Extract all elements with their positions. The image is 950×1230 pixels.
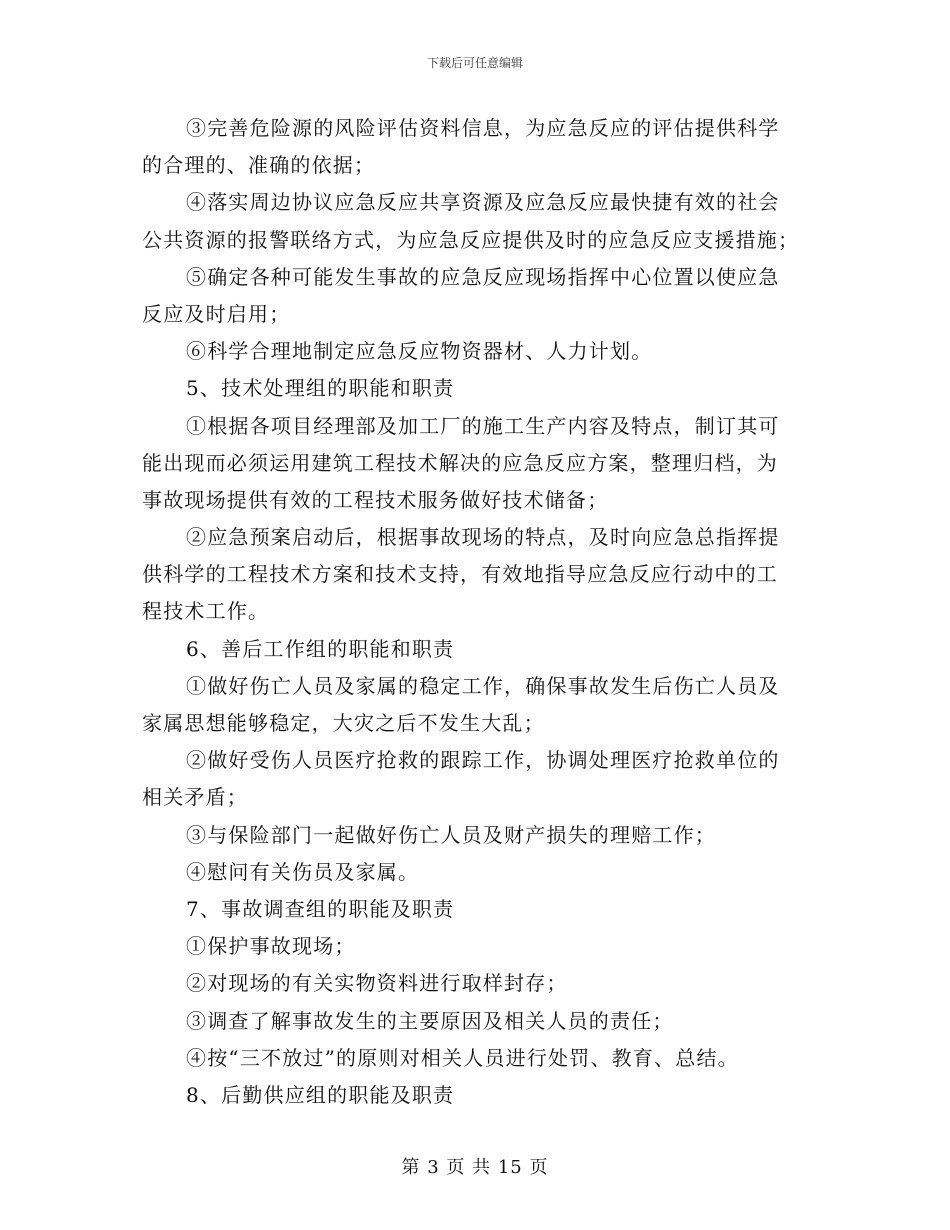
body-line: ②应急预案启动后，根据事故现场的特点，及时向应急总指挥提 [186,525,780,550]
body-line: ①做好伤亡人员及家属的稳定工作，确保事故发生后伤亡人员及 [186,673,780,698]
body-line: 反应及时启用； [142,301,291,326]
body-line: 程技术工作。 [142,599,270,624]
body-line: 家属思想能够稳定，大灾之后不发生大乱； [142,711,545,735]
body-line: ⑥科学合理地制定应急反应物资器材、人力计划。 [186,339,653,364]
body-line: 事故现场提供有效的工程技术服务做好技术储备； [142,487,609,512]
body-line: 能出现而必须运用建筑工程技术解决的应急反应方案，整理归档，为 [142,450,778,475]
body-line: ⑤确定各种可能发生事故的应急反应现场指挥中心位置以使应急 [186,264,780,289]
body-line: 公共资源的报警联络方式，为应急反应提供及时的应急反应支援措施； [142,227,800,252]
body-line: ③完善危险源的风险评估资料信息，为应急反应的评估提供科学 [186,116,780,140]
body-line: ③与保险部门一起做好伤亡人员及财产损失的理赔工作； [186,822,716,847]
body-line: ④落实周边协议应急反应共享资源及应急反应最快捷有效的社会 [186,190,780,215]
section-heading: 7、事故调查组的职能及职责 [186,896,455,921]
section-heading: 5、技术处理组的职能和职责 [186,376,455,401]
body-line: ④慰问有关伤员及家属。 [186,859,420,884]
body-line: 供科学的工程技术方案和技术支持，有效地指导应急反应行动中的工 [142,562,778,587]
body-line: ①根据各项目经理部及加工厂的施工生产内容及特点，制订其可 [186,413,780,438]
document-body [142,110,804,1114]
body-line: 的合理的、准确的依据； [142,153,376,178]
body-line: ④按“三不放过”的原则对相关人员进行处罚、教育、总结。 [186,1045,739,1070]
page-header: 下载后可任意编辑 [426,56,523,70]
body-line: ③调查了解事故发生的主要原因及相关人员的责任； [186,1008,674,1033]
body-line: ①保护事故现场； [186,934,356,959]
section-heading: 8、后勤供应组的职能及职责 [186,1082,455,1107]
section-heading: 6、善后工作组的职能和职责 [186,636,455,661]
body-line: ②做好受伤人员医疗抢救的跟踪工作，协调处理医疗抢救单位的 [186,748,780,773]
page-number: 第 3 页 共 15 页 [401,1157,549,1178]
body-line: ②对现场的有关实物资料进行取样封存； [186,971,568,996]
body-line: 相关矛盾； [142,785,248,810]
